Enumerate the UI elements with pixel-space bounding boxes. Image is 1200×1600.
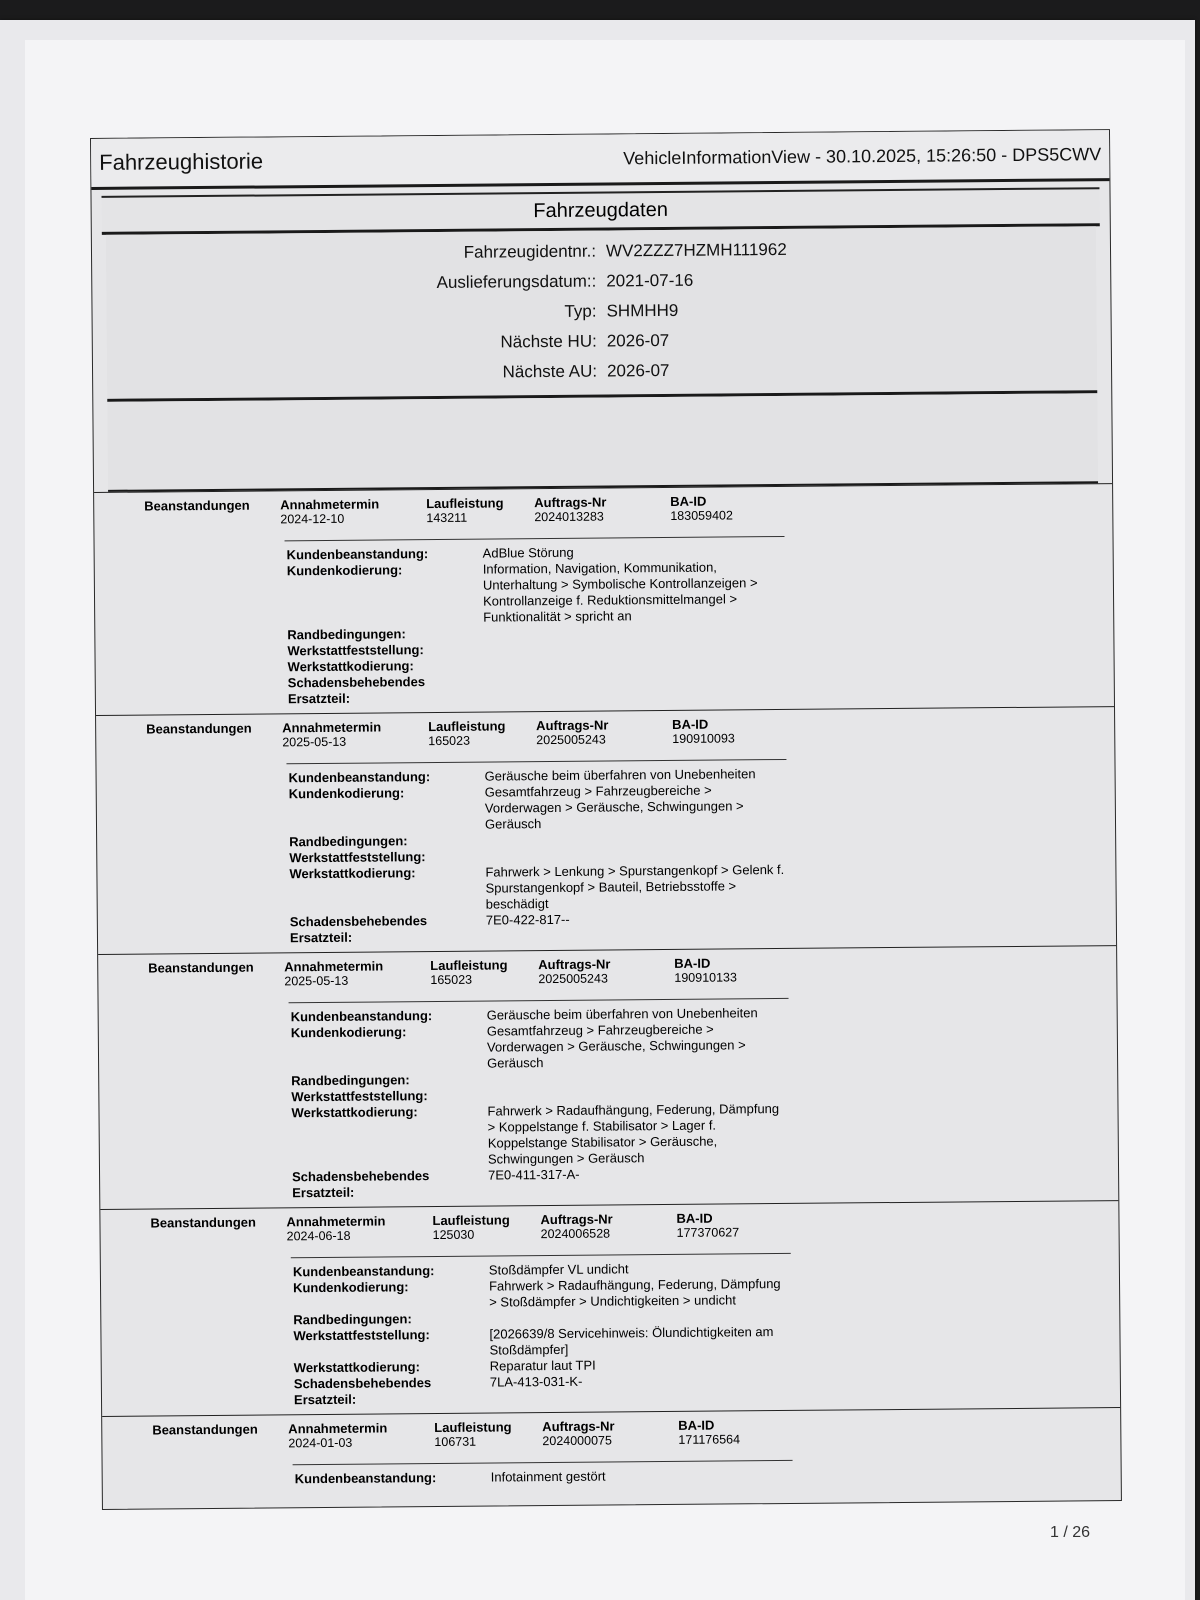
laufleistung-header: Laufleistung bbox=[426, 495, 504, 512]
detail-label: Werkstattfeststellung: bbox=[291, 1088, 428, 1105]
complaint-header bbox=[94, 490, 1112, 528]
annahme-col bbox=[286, 1213, 432, 1243]
vehicle-value: 2021-07-16 bbox=[606, 270, 694, 291]
laufleistung-header: Laufleistung bbox=[428, 718, 506, 735]
baid-value: 190910093 bbox=[672, 731, 735, 746]
laufleistung-col bbox=[428, 718, 536, 748]
document-title: Fahrzeughistorie bbox=[99, 148, 264, 175]
auftrag-value: 2024006528 bbox=[540, 1226, 611, 1242]
detail-value: AdBlue Störung bbox=[482, 544, 574, 561]
detail-label: Kundenkodierung: bbox=[290, 1024, 407, 1041]
detail-row-se bbox=[292, 1162, 1118, 1201]
annahme-col bbox=[280, 496, 426, 526]
detail-row-kk bbox=[289, 779, 1115, 834]
detail-label: Randbedingungen: bbox=[287, 626, 406, 643]
complaint-label: Beanstandungen bbox=[152, 1421, 258, 1438]
detail-value: Infotainment gestört bbox=[490, 1468, 606, 1485]
auftrag-col bbox=[534, 494, 670, 524]
vehicle-label: Typ: bbox=[564, 301, 597, 321]
detail-label: Werkstattkodierung: bbox=[289, 865, 416, 882]
complaint-entry bbox=[94, 483, 1114, 715]
vehicle-label: Auslieferungsdatum:: bbox=[436, 271, 597, 292]
vehicle-data bbox=[106, 226, 1097, 402]
auftrag-col bbox=[542, 1418, 678, 1448]
baid-header: BA-ID bbox=[670, 493, 707, 509]
auftrag-header: Auftrags-Nr bbox=[534, 494, 607, 511]
vehicle-label: Nächste HU: bbox=[500, 331, 597, 352]
detail-label: Schadensbehebendes Ersatzteil: bbox=[292, 1168, 430, 1201]
annahme-value: 2025-05-13 bbox=[282, 734, 347, 750]
divider bbox=[289, 998, 789, 1003]
detail-value bbox=[484, 671, 784, 706]
vehicle-value: SHMHH9 bbox=[606, 300, 679, 321]
annahme-value: 2025-05-13 bbox=[284, 973, 349, 989]
detail-value: Gesamtfahrzeug > Fahrzeugbereiche > Vorderwagen > Geräusche, Schwingungen > Geräusch bbox=[486, 1021, 746, 1071]
baid-value: 183059402 bbox=[670, 508, 733, 523]
baid-header: BA-ID bbox=[678, 1417, 715, 1433]
detail-label: Kundenbeanstandung: bbox=[286, 546, 429, 563]
baid-header: BA-ID bbox=[672, 716, 709, 732]
laufleistung-col bbox=[432, 1212, 540, 1242]
laufleistung-col bbox=[426, 495, 534, 525]
detail-label: Werkstattfeststellung: bbox=[287, 642, 424, 659]
laufleistung-value: 106731 bbox=[434, 1434, 477, 1450]
detail-label: Kundenbeanstandung: bbox=[294, 1470, 437, 1487]
laufleistung-col bbox=[430, 957, 538, 987]
complaint-header bbox=[100, 1207, 1118, 1245]
detail-label: Kundenkodierung: bbox=[286, 562, 403, 579]
baid-value: 171176564 bbox=[678, 1432, 741, 1447]
annahme-col bbox=[288, 1420, 434, 1450]
auftrag-col bbox=[540, 1211, 676, 1241]
detail-label: Schadensbehebendes Ersatzteil: bbox=[287, 674, 426, 707]
baid-col bbox=[670, 493, 800, 523]
detail-label: Schadensbehebendes Ersatzteil: bbox=[289, 913, 428, 946]
detail-row-kk bbox=[291, 1018, 1117, 1073]
auftrag-col bbox=[538, 956, 674, 986]
detail-label: Werkstattfeststellung: bbox=[293, 1327, 430, 1344]
detail-value: 7E0-411-317-A- bbox=[487, 1166, 580, 1183]
detail-label: Kundenbeanstandung: bbox=[288, 769, 431, 786]
detail-value: Fahrwerk > Radaufhängung, Federung, Dämpfung > Stoßdämpfer > Undichtigkeiten > undicht bbox=[488, 1276, 781, 1310]
complaints-list bbox=[94, 483, 1121, 1495]
complaint-entry bbox=[100, 1200, 1120, 1416]
annahme-header: Annahmetermin bbox=[280, 496, 380, 513]
complaint-label: Beanstandungen bbox=[144, 497, 250, 514]
laufleistung-value: 165023 bbox=[430, 972, 473, 988]
divider bbox=[286, 759, 786, 764]
laufleistung-header: Laufleistung bbox=[434, 1419, 512, 1436]
divider bbox=[285, 536, 785, 541]
annahme-header: Annahmetermin bbox=[286, 1213, 386, 1230]
detail-value: Stoßdämpfer VL undicht bbox=[488, 1261, 629, 1278]
auftrag-value: 2025005243 bbox=[536, 732, 606, 748]
annahme-value: 2024-12-10 bbox=[280, 511, 345, 527]
vehicle-label: Fahrzeugidentnr.: bbox=[463, 241, 597, 262]
detail-label: Kundenkodierung: bbox=[288, 785, 405, 802]
baid-header: BA-ID bbox=[676, 1210, 713, 1226]
auftrag-col bbox=[536, 717, 672, 747]
laufleistung-header: Laufleistung bbox=[432, 1212, 510, 1229]
detail-value: 7LA-413-031-K- bbox=[489, 1373, 583, 1390]
baid-header: BA-ID bbox=[674, 955, 711, 971]
detail-label: Werkstattkodierung: bbox=[291, 1104, 418, 1121]
auftrag-header: Auftrags-Nr bbox=[540, 1211, 613, 1228]
detail-label: Kundenbeanstandung: bbox=[292, 1263, 435, 1280]
detail-value: Information, Navigation, Kommunikation, Unterhaltung > Symbolische Kontrollanzeigen > Kontrollanzeige f. Reduktionsmittelmangel > Funktionalität > spricht an bbox=[482, 559, 758, 625]
laufleistung-value: 165023 bbox=[428, 733, 471, 749]
auftrag-value: 2024013283 bbox=[534, 509, 604, 525]
vehicle-label: Nächste AU: bbox=[502, 361, 598, 382]
baid-value: 190910133 bbox=[674, 970, 737, 985]
detail-label: Randbedingungen: bbox=[291, 1072, 410, 1089]
annahme-col bbox=[284, 958, 430, 988]
complaint-header bbox=[102, 1414, 1120, 1452]
detail-label: Werkstattkodierung: bbox=[287, 658, 414, 675]
baid-col bbox=[676, 1210, 806, 1240]
section-title: Fahrzeugdaten bbox=[102, 187, 1100, 235]
annahme-value: 2024-06-18 bbox=[286, 1228, 351, 1244]
annahme-header: Annahmetermin bbox=[282, 719, 382, 736]
baid-col bbox=[674, 955, 804, 985]
complaint-header bbox=[96, 713, 1114, 751]
detail-row-se bbox=[288, 668, 1114, 707]
detail-value: [2026639/8 Servicehinweis: Ölundichtigkeiten am Stoßdämpfer] bbox=[489, 1324, 774, 1358]
detail-value: Gesamtfahrzeug > Fahrzeugbereiche > Vorderwagen > Geräusche, Schwingungen > Geräusch bbox=[484, 782, 744, 832]
detail-row-se bbox=[294, 1369, 1120, 1408]
auftrag-header: Auftrags-Nr bbox=[542, 1418, 615, 1435]
document-meta: VehicleInformationView - 30.10.2025, 15:26:50 - DPS5CWV bbox=[623, 143, 1102, 168]
baid-col bbox=[672, 716, 802, 746]
detail-label: Randbedingungen: bbox=[289, 833, 408, 850]
baid-value: 177370627 bbox=[676, 1225, 740, 1240]
vehicle-value: 2026-07 bbox=[606, 330, 670, 351]
document-header bbox=[91, 130, 1109, 190]
detail-row-wk bbox=[291, 1098, 1118, 1169]
divider bbox=[291, 1253, 791, 1258]
blank-area bbox=[107, 393, 1098, 492]
complaint-label: Beanstandungen bbox=[150, 1214, 257, 1231]
divider bbox=[293, 1460, 793, 1465]
detail-label: Schadensbehebendes Ersatzteil: bbox=[293, 1375, 432, 1408]
complaint-label: Beanstandungen bbox=[148, 959, 254, 976]
page-number: 1 / 26 bbox=[1049, 1524, 1090, 1541]
detail-row-kb bbox=[295, 1464, 1121, 1487]
detail-label: Werkstattkodierung: bbox=[293, 1359, 420, 1376]
auftrag-header: Auftrags-Nr bbox=[536, 717, 609, 734]
complaint-entry bbox=[96, 706, 1116, 954]
detail-row-kk bbox=[287, 556, 1114, 627]
detail-row-wk bbox=[289, 859, 1115, 914]
detail-row-se bbox=[290, 907, 1116, 946]
auftrag-value: 2025005243 bbox=[538, 971, 608, 987]
complaint-entry bbox=[102, 1407, 1121, 1495]
detail-label: Werkstattfeststellung: bbox=[289, 849, 426, 866]
auftrag-header: Auftrags-Nr bbox=[538, 956, 611, 973]
complaint-label: Beanstandungen bbox=[146, 720, 252, 737]
laufleistung-header: Laufleistung bbox=[430, 957, 508, 974]
baid-col bbox=[678, 1417, 808, 1447]
annahme-col bbox=[282, 719, 428, 749]
annahme-header: Annahmetermin bbox=[284, 958, 384, 975]
detail-value: Fahrwerk > Lenkung > Spurstangenkopf > Gelenk f. Spurstangenkopf > Bauteil, Betriebsstoffe > beschädigt bbox=[485, 861, 785, 912]
detail-label: Randbedingungen: bbox=[293, 1311, 412, 1328]
detail-value: Fahrwerk > Radaufhängung, Federung, Dämpfung > Koppelstange f. Stabilisator > Lager f. Koppelstange Stabilisator > Geräusche, Schwingungen > Geräusch bbox=[487, 1101, 780, 1167]
complaint-entry bbox=[98, 945, 1118, 1209]
laufleistung-value: 143211 bbox=[426, 510, 468, 526]
complaint-header bbox=[98, 952, 1116, 990]
detail-value: Reparatur laut TPI bbox=[489, 1357, 596, 1374]
laufleistung-col bbox=[434, 1419, 542, 1449]
annahme-value: 2024-01-03 bbox=[288, 1435, 353, 1451]
detail-label: Kundenkodierung: bbox=[292, 1279, 409, 1296]
detail-value: 7E0-422-817-- bbox=[485, 911, 570, 928]
vehicle-history-document bbox=[90, 129, 1122, 1510]
auftrag-value: 2024000075 bbox=[542, 1433, 612, 1449]
detail-label: Kundenbeanstandung: bbox=[290, 1008, 433, 1025]
detail-value: Geräusche beim überfahren von Unebenheiten bbox=[484, 766, 756, 784]
vehicle-value: 2026-07 bbox=[606, 360, 670, 381]
vehicle-value: WV2ZZZ7HZMH111962 bbox=[605, 239, 787, 261]
laufleistung-value: 125030 bbox=[432, 1227, 475, 1243]
annahme-header: Annahmetermin bbox=[288, 1420, 388, 1437]
detail-value: Geräusche beim überfahren von Unebenheiten bbox=[486, 1005, 758, 1023]
